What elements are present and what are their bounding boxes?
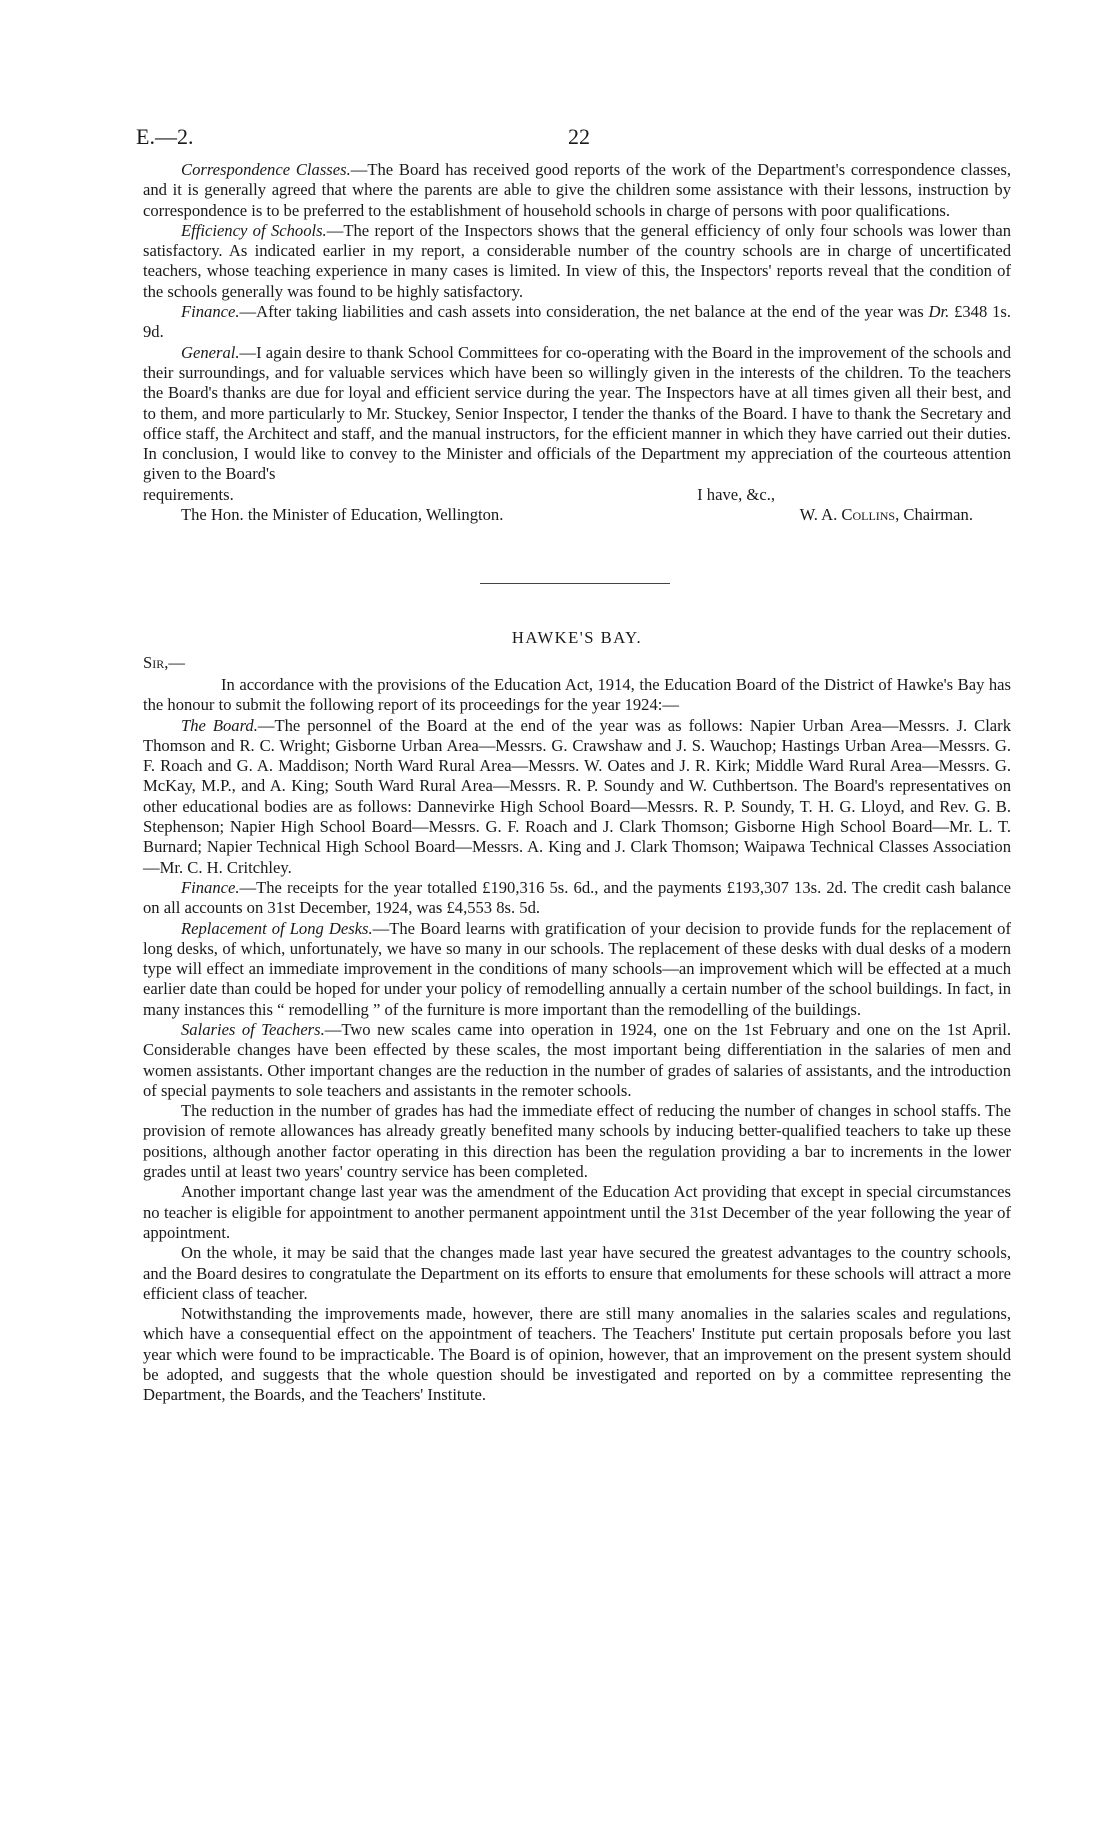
addressee: The Hon. the Minister of Education, Wellington. [181, 505, 504, 525]
closing-line [143, 485, 1011, 505]
page-number: 22 [568, 124, 590, 149]
paragraph-lead: General. [181, 342, 240, 362]
paragraph-lead: Efficiency of Schools. [181, 220, 327, 240]
signatory [800, 505, 1011, 525]
paragraph-text: —The Board learns with gratification of your decision to provide funds for the replacement of long desks, of which, unfortunately, we have so many in our schools. The replacement of these desks with dual desks of a modern type will effect an immediate improvement in the conditions of many schools—an improvement which will be effected at a much earlier date than could be hoped for under your policy of remodelling annually a certain number of the school buildings. In fact, in many instances this “ remodelling ” of the furniture is more important than the remodelling of the buildings. [143, 918, 1011, 1019]
paragraph-lead: Salaries of Teachers. [181, 1019, 325, 1039]
paragraph-text: —I again desire to thank School Committees for co-operating with the Board in the improvement of the schools and their surroundings, and for valuable services which have been so willingly given in the interests of the children. To the teachers the Board's thanks are due for loyal and efficient service during the year. The Inspectors have at all times given all their best, and to them, and more particularly to Mr. Stuckey, Senior Inspector, I tender the thanks of the Board. I have to thank the Secretary and office staff, the Architect and staff, and the manual instructors, for the efficient manner in which they have carried out their duties. In conclusion, I would like to convey to the Minister and officials of the Department my appreciation of the courteous attention given to the Board's [143, 342, 1011, 484]
page-header [136, 124, 1011, 160]
paragraph-lead: Finance. [181, 877, 240, 897]
paragraph-text: —The report of the Inspectors shows that the general efficiency of only four schools was lower than satisfactory. As indicated earlier in my report, a considerable number of the country schools are in charge of uncertificated teachers, whose teaching experience in many cases is limited. In view of this, the Inspectors' reports reveal that the condition of the schools generally was found to be highly satisfactory. [143, 220, 1011, 301]
signature-line [143, 505, 1011, 525]
paragraph-long-desks [143, 919, 1011, 1020]
paragraph-text: —After taking liabilities and cash assets into consideration, the net balance at the end of the year was [239, 302, 929, 322]
paragraph-text: £348 1s. 9d. [143, 302, 1011, 342]
paragraph-anomalies: Notwithstanding the improvements made, however, there are still many anomalies in the salaries scales and regulations, which have a consequential effect on the appointment of teachers. The Teachers' Institute put certain proposals before you last year which were found to be impracticable. The Board is of opinion, however, that an improvement on the present system should be adopted, and suggests that the whole question should be investigated and reported on by a committee representing the Department, the Boards, and the Teachers' Institute. [143, 1304, 1011, 1405]
paragraph-text: —The receipts for the year totalled £190,316 5s. 6d., and the payments £193,307 13s. 2d. The credit cash balance on all accounts on 31st December, 1924, was £4,553 8s. 5d. [143, 877, 1011, 918]
paragraph-grades: The reduction in the number of grades has had the immediate effect of reducing the number of changes in school staffs. The provision of remote allowances has already greatly benefited many schools by inducing better-qualified teachers to take up these positions, although another factor operating in this direction has been the regulation providing a bar to increments in the lower grades until at least two years' country service has been completed. [143, 1101, 1011, 1182]
paragraph-text: —The Board has received good reports of the work of the Department's correspondence classes, and it is generally agreed that where the parents are able to give the children some assistance with their lessons, instruction by correspondence is to be preferred to the establishment of household schools in charge of persons with poor qualifications. [143, 160, 1012, 220]
paragraph-lead: The Board. [181, 715, 258, 735]
section-divider [480, 583, 670, 584]
closing-i-have: I have, &c., [697, 484, 775, 504]
paragraph-lead: Finance. [181, 302, 240, 322]
paragraph-the-board [143, 716, 1011, 878]
paragraph-amendment: Another important change last year was the amendment of the Education Act providing that except in special circumstances no teacher is eligible for appointment to another permanent appointment until the 31st December of the year following the year of appointment. [143, 1182, 1011, 1242]
paragraph-correspondence-classes [143, 160, 1011, 221]
section-title: HAWKE'S BAY. [511, 628, 643, 648]
debit-label: Dr. [928, 302, 950, 322]
document-code: E.—2. [136, 124, 194, 149]
paragraph-on-the-whole: On the whole, it may be said that the changes made last year have secured the greatest advantages to the country schools, and the Board desires to congratulate the Department on its efforts to ensure that emoluments for these schools will attract a more efficient class of teacher. [143, 1243, 1011, 1303]
paragraph-text: —The personnel of the Board at the end of the year was as follows: Napier Urban Area—Messrs. J. Clark Thomson and R. C. Wright; Gisborne Urban Area—Messrs. G. Crawshaw and J. S. Wauchop; Hastings Urban Area—Messrs. G. F. Roach and G. A. Maddison; North Ward Rural Area—Messrs. W. Oates and J. R. Kirk; Middle Ward Rural Area—Messrs. G. McKay, M.P., and A. King; South Ward Rural Area—Messrs. R. P. Soundy and W. Cuthbertson. The Board's representatives on other educational bodies are as follows: Dannevirke High School Board—Messrs. R. P. Soundy, T. H. G. Lloyd, and Rev. G. B. Stephenson; Napier High School Board—Messrs. G. F. Roach and J. Clark Thomson; Gisborne High School Board—Mr. L. T. Burnard; Napier Technical High School Board—Messrs. A. King and J. Clark Thomson; Waipawa Technical Classes Association—Mr. C. H. Critchley. [143, 715, 1011, 877]
paragraph-general [143, 343, 1011, 485]
body-text [143, 160, 1011, 1406]
document-page [136, 124, 1012, 1406]
paragraph-lead: Correspondence Classes. [181, 160, 351, 179]
closing-requirements: requirements. [143, 484, 234, 504]
paragraph-intro: In accordance with the provisions of the Education Act, 1914, the Education Board of the District of Hawke's Bay has the honour to submit the following report of its proceedings for the year 1924:— [143, 674, 1011, 715]
signatory-name: Collins [841, 505, 896, 525]
paragraph-salaries [143, 1020, 1011, 1101]
signatory-initials: W. A. [799, 505, 838, 525]
paragraph-text: —Two new scales came into operation in 1924, one on the 1st February and one on the 1st April. Considerable changes have been effected by these scales, the most important being differentiation in the salaries of men and women assistants. Other important changes are the reduction in the number of grades of salaries of assistants, and the introduction of special payments to sole teachers and assistants in the remoter schools. [143, 1019, 1011, 1100]
paragraph-finance-hawkes-bay [143, 878, 1011, 919]
paragraph-efficiency-of-schools [143, 221, 1011, 302]
paragraph-lead: Replacement of Long Desks. [181, 918, 373, 938]
salutation: Sir,— [143, 652, 185, 672]
paragraph-finance [143, 302, 1011, 343]
signatory-title: , Chairman. [895, 505, 973, 525]
